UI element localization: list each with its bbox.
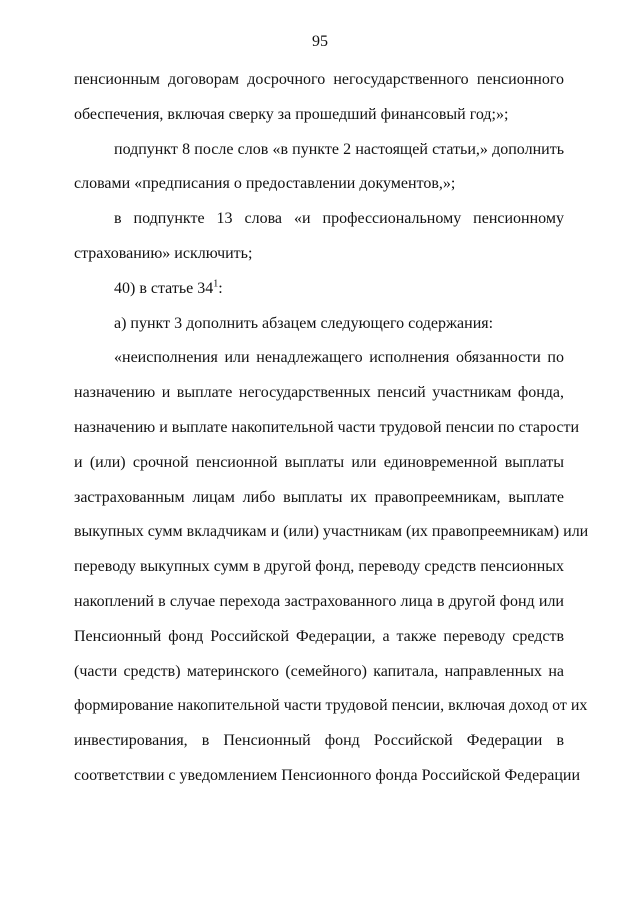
text-line: (части средств) материнского (семейного) капитала, направленных на	[74, 662, 564, 680]
text-line: накоплений в случае перехода застрахованного лица в другой фонд или	[74, 592, 564, 610]
text-line: формирование накопительной части трудовой пенсии, включая доход от их	[74, 697, 588, 715]
document-body	[74, 70, 589, 801]
item-40-superscript: 1	[213, 278, 219, 290]
text-line: «неисполнения или ненадлежащего исполнения обязанности по	[114, 349, 564, 367]
text-line: и (или) срочной пенсионной выплаты или единовременной выплаты	[74, 453, 564, 471]
text-line: выкупных сумм вкладчикам и (или) участникам (их правопреемникам) или	[74, 523, 589, 541]
text-line: переводу выкупных сумм в другой фонд, переводу средств пенсионных	[74, 558, 564, 576]
text-line: подпункт 8 после слов «в пункте 2 настоящей статьи,» дополнить	[114, 140, 564, 158]
page-number: 95	[312, 33, 328, 50]
text-line: страхованию» исключить;	[74, 244, 253, 262]
text-line: инвестирования, в Пенсионный фонд Российской Федерации в	[74, 732, 564, 750]
item-40-line	[74, 279, 564, 314]
item-40-prefix: 40) в статье 34	[114, 279, 214, 297]
text-line: словами «предписания о предоставлении документов,»;	[74, 175, 456, 193]
text-line: в подпункте 13 слова «и профессиональному пенсионному	[114, 210, 564, 228]
text-line: застрахованным лицам либо выплаты их правопреемникам, выплате	[74, 488, 564, 506]
item-40-suffix: :	[218, 279, 223, 297]
text-line: а) пункт 3 дополнить абзацем следующего содержания:	[114, 314, 494, 332]
text-line: пенсионным договорам досрочного негосударственного пенсионного	[74, 71, 564, 88]
text-line: обеспечения, включая сверку за прошедший финансовый год;»;	[74, 105, 509, 123]
text-line: Пенсионный фонд Российской Федерации, а также переводу средств	[74, 627, 564, 645]
text-line: назначению и выплате накопительной части трудовой пенсии по старости	[74, 418, 580, 436]
text-line: назначению и выплате негосударственных пенсий участникам фонда,	[74, 384, 564, 402]
text-line: соответствии с уведомлением Пенсионного фонда Российской Федерации	[74, 766, 581, 784]
